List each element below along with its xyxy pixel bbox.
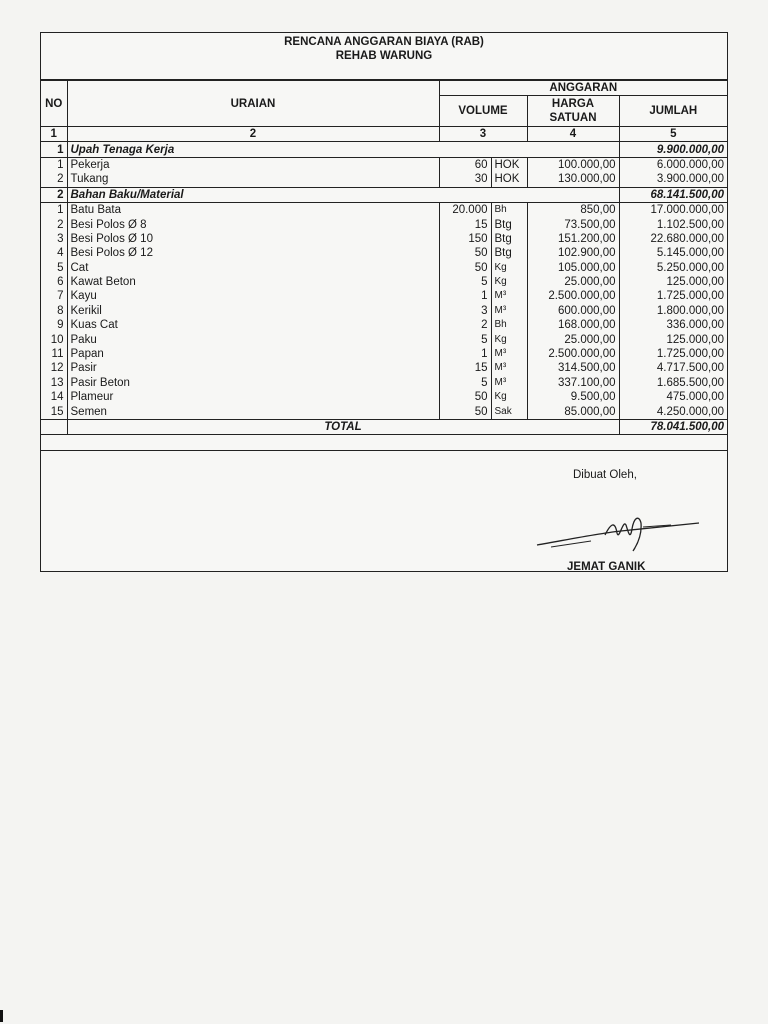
item-unit: Kg — [491, 332, 527, 346]
item-unit: Bh — [491, 202, 527, 217]
item-unit: HOK — [491, 157, 527, 172]
item-number: 6 — [41, 275, 67, 289]
item-quantity: 3 — [439, 304, 491, 318]
item-name: Kuas Cat — [67, 318, 439, 332]
item-name: Plameur — [67, 390, 439, 404]
item-unit: M³ — [491, 376, 527, 390]
item-unit-price: 25.000,00 — [527, 275, 619, 289]
item-quantity: 50 — [439, 261, 491, 275]
item-total: 17.000.000,00 — [650, 204, 725, 217]
item-name: Pasir Beton — [67, 376, 439, 390]
item-unit-price: 2.500.000,00 — [527, 289, 619, 303]
item-number: 12 — [41, 361, 67, 375]
col-number-3: 3 — [439, 127, 527, 142]
table-row — [41, 361, 727, 375]
item-number: 13 — [41, 376, 67, 390]
item-unit-price: 337.100,00 — [527, 376, 619, 390]
item-total: 4.250.000,00 — [656, 405, 725, 418]
section-number: 2 — [41, 187, 67, 202]
header-harga-satuan: HARGA SATUAN — [527, 96, 619, 127]
table-row — [41, 347, 727, 361]
item-unit: M³ — [491, 347, 527, 361]
header-uraian: URAIAN — [67, 81, 439, 127]
table-row — [41, 232, 727, 246]
table-row — [41, 304, 727, 318]
item-number: 2 — [41, 217, 67, 231]
item-total: 1.800.000,00 — [656, 304, 725, 317]
section-row — [41, 187, 727, 202]
table-row — [41, 275, 727, 289]
signer-name: JEMAT GANIK — [567, 561, 646, 573]
item-total: 125.000,00 — [666, 333, 725, 346]
item-quantity: 1 — [439, 289, 491, 303]
item-quantity: 50 — [439, 404, 491, 419]
item-number: 8 — [41, 304, 67, 318]
item-name: Papan — [67, 347, 439, 361]
item-name: Cat — [67, 261, 439, 275]
table-row — [41, 404, 727, 419]
col-number-4: 4 — [527, 127, 619, 142]
item-name: Kerikil — [67, 304, 439, 318]
item-total: 1.725.000,00 — [656, 290, 725, 303]
item-total: 1.685.500,00 — [656, 376, 725, 389]
total-row — [41, 419, 727, 434]
table-row — [41, 172, 727, 187]
item-unit: Btg — [491, 246, 527, 260]
item-quantity: 60 — [439, 157, 491, 172]
item-unit-price: 105.000,00 — [527, 261, 619, 275]
section-number: 1 — [41, 142, 67, 157]
table-row — [41, 261, 727, 275]
item-number: 4 — [41, 246, 67, 260]
item-name: Tukang — [67, 172, 439, 187]
item-unit-price: 168.000,00 — [527, 318, 619, 332]
item-total: 4.717.500,00 — [656, 362, 725, 375]
item-unit-price: 151.200,00 — [527, 232, 619, 246]
section-name: Bahan Baku/Material — [67, 187, 619, 202]
col-number-1: 1 — [41, 127, 67, 142]
item-unit: Bh — [491, 318, 527, 332]
header-anggaran: ANGGARAN — [439, 81, 727, 96]
item-unit: Btg — [491, 232, 527, 246]
item-name: Kawat Beton — [67, 275, 439, 289]
item-number: 7 — [41, 289, 67, 303]
item-unit-price: 73.500,00 — [527, 217, 619, 231]
item-number: 9 — [41, 318, 67, 332]
signature-area — [41, 450, 727, 571]
section-subtotal: 9.900.000,00 — [619, 142, 727, 157]
document-subtitle: REHAB WARUNG — [335, 50, 433, 62]
item-unit: Kg — [491, 261, 527, 275]
item-unit-price: 600.000,00 — [527, 304, 619, 318]
budget-table — [41, 80, 727, 435]
item-name: Besi Polos Ø 10 — [67, 232, 439, 246]
made-by-label: Dibuat Oleh, — [573, 469, 637, 481]
item-number: 3 — [41, 232, 67, 246]
item-unit: M³ — [491, 289, 527, 303]
item-name: Kayu — [67, 289, 439, 303]
item-name: Pasir — [67, 361, 439, 375]
item-name: Besi Polos Ø 12 — [67, 246, 439, 260]
header-volume: VOLUME — [439, 96, 527, 127]
item-unit-price: 314.500,00 — [527, 361, 619, 375]
signature-icon — [531, 501, 711, 563]
rab-document — [40, 32, 728, 572]
item-unit-price: 100.000,00 — [527, 157, 619, 172]
header-no: NO — [41, 81, 67, 127]
item-unit-price: 25.000,00 — [527, 332, 619, 346]
item-unit: Sak — [491, 404, 527, 419]
item-quantity: 50 — [439, 246, 491, 260]
table-row — [41, 376, 727, 390]
table-row — [41, 202, 727, 217]
item-number: 1 — [41, 157, 67, 172]
item-unit: M³ — [491, 304, 527, 318]
title-block — [41, 33, 727, 80]
item-quantity: 150 — [439, 232, 491, 246]
item-total: 336.000,00 — [666, 319, 725, 332]
item-unit-price: 130.000,00 — [527, 172, 619, 187]
item-quantity: 2 — [439, 318, 491, 332]
scan-edge-mark — [0, 1010, 3, 1022]
item-number: 14 — [41, 390, 67, 404]
item-number: 5 — [41, 261, 67, 275]
table-row — [41, 246, 727, 260]
item-unit-price: 9.500,00 — [527, 390, 619, 404]
section-subtotal: 68.141.500,00 — [619, 187, 727, 202]
item-quantity: 15 — [439, 361, 491, 375]
item-number: 10 — [41, 332, 67, 346]
table-row — [41, 318, 727, 332]
document-title: RENCANA ANGGARAN BIAYA (RAB) — [284, 36, 484, 48]
total-spacer — [41, 419, 67, 434]
item-number: 1 — [41, 202, 67, 217]
item-total: 5.250.000,00 — [656, 261, 725, 274]
item-quantity: 30 — [439, 172, 491, 187]
item-quantity: 5 — [439, 332, 491, 346]
item-quantity: 1 — [439, 347, 491, 361]
table-row — [41, 157, 727, 172]
item-unit: Kg — [491, 275, 527, 289]
item-name: Besi Polos Ø 8 — [67, 217, 439, 231]
table-body — [41, 142, 727, 435]
item-unit: Btg — [491, 217, 527, 231]
item-unit: M³ — [491, 361, 527, 375]
item-total: 125.000,00 — [666, 276, 725, 289]
item-number: 11 — [41, 347, 67, 361]
col-number-5: 5 — [619, 127, 727, 142]
item-name: Semen — [67, 404, 439, 419]
col-number-2: 2 — [67, 127, 439, 142]
item-total: 22.680.000,00 — [650, 232, 725, 245]
item-unit-price: 102.900,00 — [527, 246, 619, 260]
item-unit-price: 850,00 — [527, 202, 619, 217]
item-quantity: 20.000 — [439, 202, 491, 217]
item-unit: Kg — [491, 390, 527, 404]
item-name: Paku — [67, 332, 439, 346]
section-row — [41, 142, 727, 157]
item-quantity: 5 — [439, 376, 491, 390]
table-row — [41, 390, 727, 404]
item-name: Batu Bata — [67, 202, 439, 217]
item-unit-price: 2.500.000,00 — [527, 347, 619, 361]
item-unit-price: 85.000,00 — [527, 404, 619, 419]
item-total: 475.000,00 — [666, 391, 725, 404]
table-row — [41, 332, 727, 346]
item-number: 2 — [41, 172, 67, 187]
header-jumlah: JUMLAH — [619, 96, 727, 127]
table-row — [41, 217, 727, 231]
item-number: 15 — [41, 404, 67, 419]
item-quantity: 15 — [439, 217, 491, 231]
item-total: 5.145.000,00 — [656, 247, 725, 260]
item-total: 6.000.000,00 — [656, 158, 725, 171]
total-label: TOTAL — [67, 419, 619, 434]
item-total: 3.900.000,00 — [656, 173, 725, 186]
section-name: Upah Tenaga Kerja — [67, 142, 619, 157]
item-quantity: 50 — [439, 390, 491, 404]
item-unit: HOK — [491, 172, 527, 187]
total-value: 78.041.500,00 — [619, 419, 727, 434]
table-row — [41, 289, 727, 303]
item-quantity: 5 — [439, 275, 491, 289]
item-total: 1.102.500,00 — [656, 218, 725, 231]
item-total: 1.725.000,00 — [656, 348, 725, 361]
item-name: Pekerja — [67, 157, 439, 172]
